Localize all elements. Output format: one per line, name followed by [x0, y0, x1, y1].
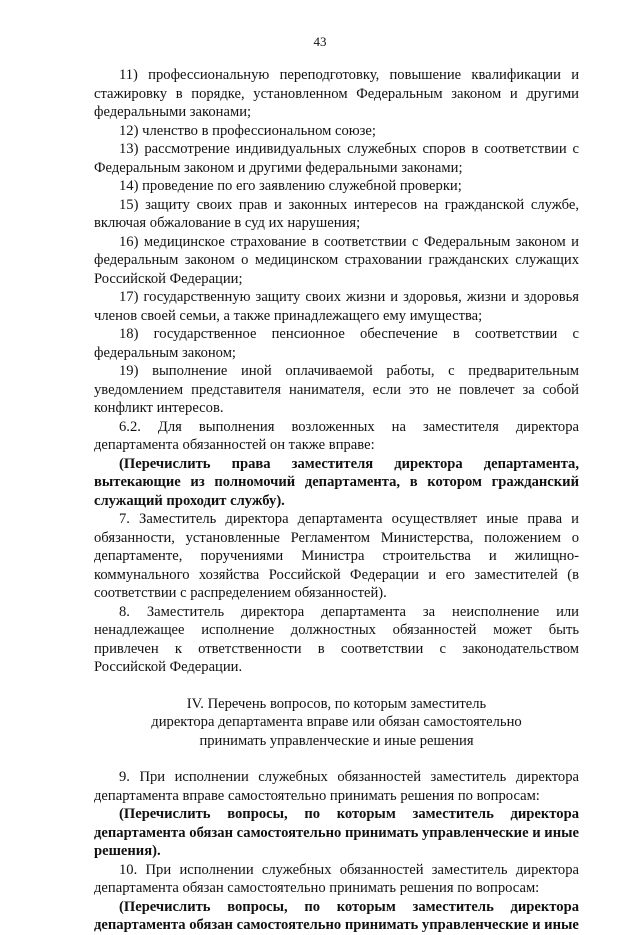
clause-8: 8. Заместитель директора департамента за неисполнение или ненадлежащее исполнение должностных обязанностей может быть привлечен к ответственности в соответствии с законодательством Российской Федерации. — [94, 603, 579, 675]
list-item-19: 19) выполнение иной оплачиваемой работы, с предварительным уведомлением представителя нанимателя, если это не повлечет за собой конфликт интересов. — [94, 363, 579, 416]
list-item-15: 15) защиту своих прав и законных интересов на гражданской службе, включая обжалование в суд их нарушения; — [94, 196, 579, 231]
clause-7: 7. Заместитель директора департамента осуществляет иные права и обязанности, установленные Регламентом Министерства, положением о департаменте, поручениями Министра строительства и жилищно-коммунального хозяйства Российской Федерации и его заместителей (в соответствии с распределением обязанностей). — [94, 511, 579, 601]
list-item-17: 17) государственную защиту своих жизни и здоровья, жизни и здоровья членов своей семьи, а также принадлежащего ему имущества; — [94, 289, 579, 324]
spacer — [94, 677, 579, 695]
spacer — [94, 750, 579, 768]
page-number: 43 — [313, 34, 327, 49]
list-item-14: 14) проведение по его заявлению служебной проверки; — [119, 178, 462, 194]
instruction-questions-10: (Перечислить вопросы, по которым заместитель директора департамента обязан самостоятельно принимать управленческие и иные — [94, 898, 579, 933]
list-item-18: 18) государственное пенсионное обеспечение в соответствии с федеральным законом; — [94, 326, 579, 361]
list-item-12: 12) членство в профессиональном союзе; — [119, 122, 376, 139]
clause-9: 9. При исполнении служебных обязанностей заместитель директора департамента вправе самостоятельно принимать решения по вопросам: — [94, 769, 579, 804]
instruction-questions-9: (Перечислить вопросы, по которым заместитель директора департамента обязан самостоятельно принимать управленческие и иные решения). — [94, 806, 579, 859]
list-item-13: 13) рассмотрение индивидуальных служебных споров в соответствии с Федеральным законом и другими федеральными законами; — [94, 141, 579, 176]
section-heading — [94, 695, 579, 751]
instruction-rights: (Перечислить права заместителя директора департамента, вытекающие из полномочий департамента, в котором гражданский служащий проходит службу). — [94, 455, 579, 509]
document-body — [94, 66, 579, 935]
section-heading-line-1: IV. Перечень вопросов, по которым заместитель — [186, 695, 487, 712]
section-heading-line-3: принимать управленческие и иные решения — [199, 732, 474, 749]
clause-10: 10. При исполнении служебных обязанностей заместитель директора департамента обязан самостоятельно принимать решения по вопросам: — [94, 861, 579, 896]
section-heading-line-2: директора департамента вправе или обязан самостоятельно — [151, 714, 522, 730]
list-item-16: 16) медицинское страхование в соответствии с Федеральным законом и федеральным законом о медицинском страховании гражданских служащих Российской Федерации; — [94, 233, 579, 287]
clause-6-2: 6.2. Для выполнения возложенных на заместителя директора департамента обязанностей он также вправе: — [94, 418, 579, 453]
list-item-11: 11) профессиональную переподготовку, повышение квалификации и стажировку в порядке, установленном Федеральным законом и другими федеральными законами; — [94, 67, 579, 120]
